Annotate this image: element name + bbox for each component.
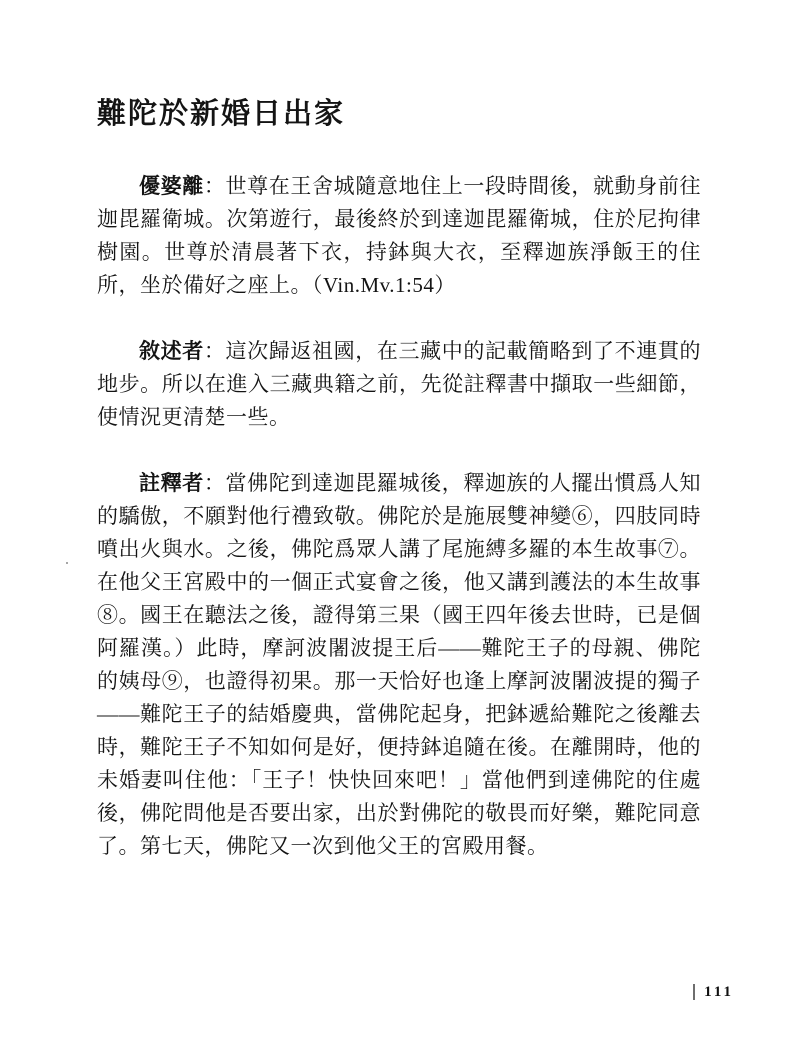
speaker-label: 註釋者 xyxy=(139,471,204,495)
footer-divider xyxy=(693,984,695,1000)
paragraph-commentator xyxy=(97,467,701,863)
paragraph-text: 當佛陀到達迦毘羅城後，釋迦族的人擺出慣爲人知的驕傲，不願對他行禮致敬。佛陀於是施展雙神變⑥，四肢同時噴出火與水。之後，佛陀爲眾人講了尾施縛多羅的本生故事⑦。在他父王宮殿中的一個正式宴會之後，他又講到護法的本生故事⑧。國王在聽法之後，證得第三果（國王四年後去世時，已是個阿羅漢。）此時，摩訶波闍波提王后——難陀王子的母親、佛陀的姨母⑨，也證得初果。那一天恰好也逢上摩訶波闍波提的獨子——難陀王子的結婚慶典，當佛陀起身，把鉢遞給難陀之後離去時，難陀王子不知如何是好，便持鉢追隨在後。在離開時，他的未婚妻叫住他：「王子！快快回來吧！」當他們到達佛陀的住處後，佛陀問他是否要出家，出於對佛陀的敬畏而好樂，難陀同意了。第七天，佛陀又一次到他父王的宮殿用餐。 xyxy=(97,471,702,858)
speaker-colon: ： xyxy=(203,339,226,363)
paragraph-text: 世尊在王舍城隨意地住上一段時間後，就動身前往迦毘羅衛城。次第遊行，最後終於到達迦毘羅衛城，住於尼拘律樹園。世尊於清晨著下衣，持鉢與大衣，至釋迦族淨飯王的住所，坐於備好之座上。（Vin.Mv.1:54） xyxy=(97,174,702,297)
print-artifact-dot xyxy=(66,562,68,564)
paragraph-text: 這次歸返祖國，在三藏中的記載簡略到了不連貫的地步。所以在進入三藏典籍之前，先從註釋書中擷取一些細節，使情況更清楚一些。 xyxy=(97,339,702,429)
paragraph-narrator xyxy=(97,335,701,434)
speaker-colon: ： xyxy=(203,471,226,495)
speaker-label: 敘述者 xyxy=(139,339,204,363)
speaker-label: 優婆離 xyxy=(139,174,204,198)
speaker-colon: ： xyxy=(203,174,226,198)
paragraph-upali xyxy=(97,170,701,302)
text-block xyxy=(97,98,701,863)
page-number: 111 xyxy=(704,984,734,1000)
page-footer xyxy=(693,984,734,1000)
page-title: 難陀於新婚日出家 xyxy=(97,98,346,130)
